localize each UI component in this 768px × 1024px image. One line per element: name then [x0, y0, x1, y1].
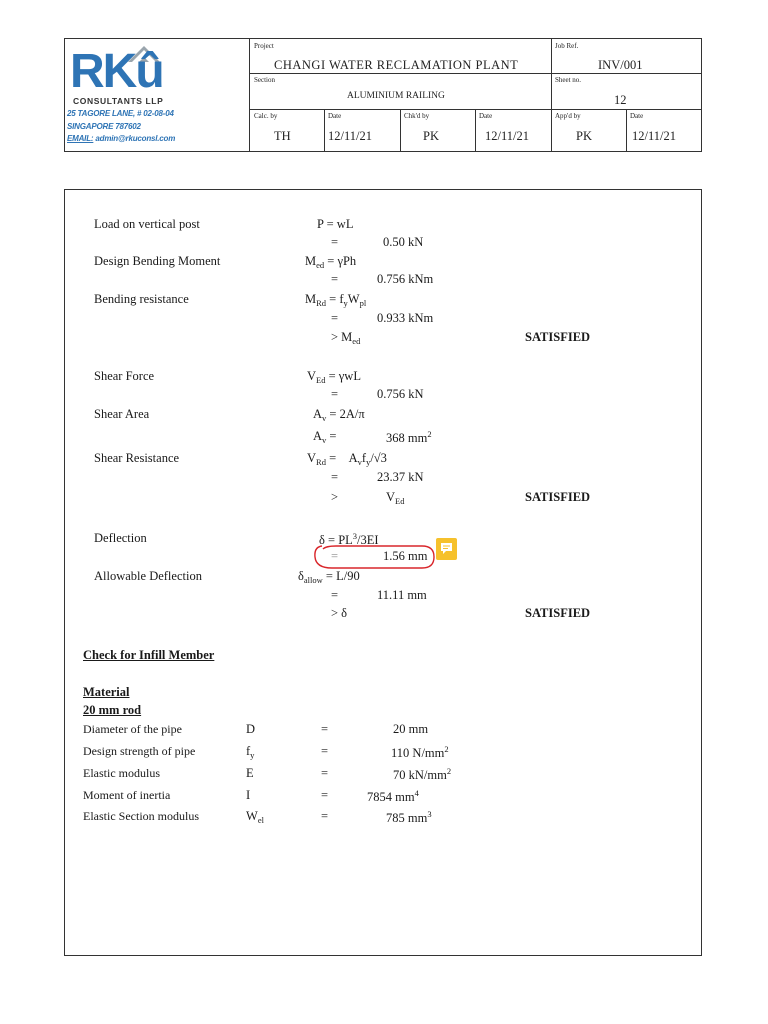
- satisfied-3: SATISFIED: [525, 606, 591, 620]
- equals-sign: =: [331, 235, 339, 249]
- defl-value: 1.56 mm: [383, 549, 428, 563]
- prop-value-strength: 110 $N/mm^2$: [391, 744, 449, 760]
- moment-formula-rhs: = γPh: [327, 254, 357, 268]
- section-label: Section: [254, 76, 275, 84]
- speech-bubble-icon: [436, 538, 457, 560]
- appd-by-label: App'd by: [555, 112, 581, 120]
- gt-delta: > δ: [331, 606, 348, 620]
- adefl-value: 11.11 mm: [377, 588, 427, 602]
- prop-symbol-wel: $W_{el}$: [246, 809, 264, 825]
- rod-heading: 20 mm rod: [83, 703, 142, 717]
- prop-symbol-d: D: [246, 722, 256, 736]
- jobref-value: INV/001: [598, 58, 643, 72]
- moment-formula: $M_{ed} = \gamma Ph$: [305, 254, 357, 270]
- date3-label: Date: [630, 112, 644, 120]
- area-formula-rhs: = 2A/π: [329, 407, 365, 421]
- prop-value-inertia: 7854 $mm^4$: [367, 788, 419, 804]
- resist-formula: $M_{Rd} = f_yW_{pl}$: [305, 292, 367, 308]
- section-name: ALUMINIUM RAILING: [347, 91, 445, 101]
- area-eq: $A_v$ =: [313, 429, 337, 445]
- equals-sign: =: [331, 272, 339, 286]
- sheet-label: Sheet no.: [555, 76, 582, 84]
- satisfied-2: SATISFIED: [525, 490, 591, 504]
- check-infill-heading: Check for Infill Member: [83, 648, 215, 662]
- inertia-value-text: 7854 mm: [367, 790, 415, 804]
- date1-value: 12/11/21: [328, 129, 372, 143]
- address-line-2: SINGAPORE 787602: [67, 122, 141, 131]
- shear-formula-rhs: = γwL: [328, 369, 361, 383]
- sres-label: Shear Resistance: [94, 451, 180, 465]
- prop-label-modulus: Elastic modulus: [83, 766, 160, 780]
- title-block: [64, 38, 702, 152]
- strength-value-text: 110 N/mm: [391, 746, 445, 760]
- address-line-1: 25 TAGORE LANE, # 02-08-04: [67, 109, 174, 118]
- ved-symbol: $V_{Ed}$: [386, 490, 405, 506]
- chkd-by-label: Chk'd by: [404, 112, 430, 120]
- section-modulus-value-text: 785 mm: [386, 811, 428, 825]
- area-value: 368 $mm^2$: [386, 429, 432, 445]
- modulus-value-text: 70 kN/mm: [393, 768, 447, 782]
- comment-note-icon[interactable]: [436, 538, 457, 560]
- equals-sign: =: [321, 722, 329, 736]
- equals-sign: =: [331, 311, 339, 325]
- prop-label-diameter: Diameter of the pipe: [83, 722, 182, 736]
- prop-label-strength: Design strength of pipe: [83, 744, 196, 758]
- satisfied-1: SATISFIED: [525, 330, 591, 344]
- adefl-formula-rhs: = L/90: [325, 569, 360, 583]
- area-value-text: 368 mm: [386, 431, 428, 445]
- gt-ved: >: [331, 490, 339, 504]
- prop-value-modulus: 70 $kN/mm^2$: [393, 766, 452, 782]
- equals-sign: =: [321, 744, 329, 758]
- calc-by-value: TH: [274, 129, 291, 143]
- date3-value: 12/11/21: [632, 129, 676, 143]
- prop-value-section-modulus: 785 $mm^3$: [386, 809, 432, 825]
- load-value: 0.50 kN: [383, 235, 424, 249]
- date1-label: Date: [328, 112, 342, 120]
- equals-sign: =: [331, 470, 339, 484]
- sres-formula: $V_{Rd}$ = $A_vf_y/√3$: [307, 451, 387, 467]
- material-heading: Material: [83, 685, 130, 699]
- project-name: CHANGI WATER RECLAMATION PLANT: [274, 58, 519, 72]
- equals-sign: =: [331, 588, 339, 602]
- email-label: EMAIL:: [67, 134, 94, 143]
- load-formula: P = wL: [317, 217, 354, 231]
- moment-label: Design Bending Moment: [94, 254, 221, 268]
- area-label: Shear Area: [94, 407, 150, 421]
- resist-value: 0.933 kNm: [377, 311, 434, 325]
- prop-symbol-fy: $f_y$: [246, 744, 255, 760]
- adefl-label: Allowable Deflection: [94, 569, 202, 583]
- chkd-by-value: PK: [423, 129, 439, 143]
- prop-label-section-modulus: Elastic Section modulus: [83, 809, 199, 823]
- sres-value: 23.37 kN: [377, 470, 424, 484]
- equals-sign: =: [321, 788, 329, 802]
- brand-subtitle: CONSULTANTS LLP: [73, 96, 164, 106]
- load-label: Load on vertical post: [94, 217, 200, 231]
- equals-sign: =: [331, 387, 339, 401]
- equals-sign: =: [331, 549, 339, 563]
- gt-med: > $M_{ed}$: [331, 330, 361, 346]
- sheet-number: 12: [614, 93, 627, 107]
- project-label: Project: [254, 42, 274, 50]
- adefl-formula: $\delta_{allow} = L/90$: [298, 569, 360, 585]
- calc-by-label: Calc. by: [254, 112, 278, 120]
- shear-value: 0.756 kN: [377, 387, 424, 401]
- equals-sign: =: [321, 809, 329, 823]
- email-line: [67, 134, 175, 143]
- date2-label: Date: [479, 112, 493, 120]
- prop-symbol-e: E: [246, 766, 254, 780]
- brand-name: RKû: [70, 45, 163, 98]
- jobref-label: Job Ref.: [555, 42, 579, 50]
- prop-symbol-i: I: [246, 788, 251, 802]
- prop-label-inertia: Moment of inertia: [83, 788, 171, 802]
- appd-by-value: PK: [576, 129, 592, 143]
- shear-formula: $V_{Ed} = \gamma wL$: [307, 369, 361, 385]
- email-address: admin@rkuconsl.com: [93, 134, 176, 143]
- date2-value: 12/11/21: [485, 129, 529, 143]
- defl-formula: $\delta = PL^3/3EI$: [319, 531, 379, 547]
- red-ellipse-annotation[interactable]: [312, 543, 438, 571]
- area-formula: $A_v = 2A/\pi$: [313, 407, 365, 423]
- prop-value-diameter: 20 mm: [393, 722, 429, 736]
- shear-label: Shear Force: [94, 369, 155, 383]
- equals-sign: =: [321, 766, 329, 780]
- moment-value: 0.756 kNm: [377, 272, 434, 286]
- defl-label: Deflection: [94, 531, 147, 545]
- resist-label: Bending resistance: [94, 292, 189, 306]
